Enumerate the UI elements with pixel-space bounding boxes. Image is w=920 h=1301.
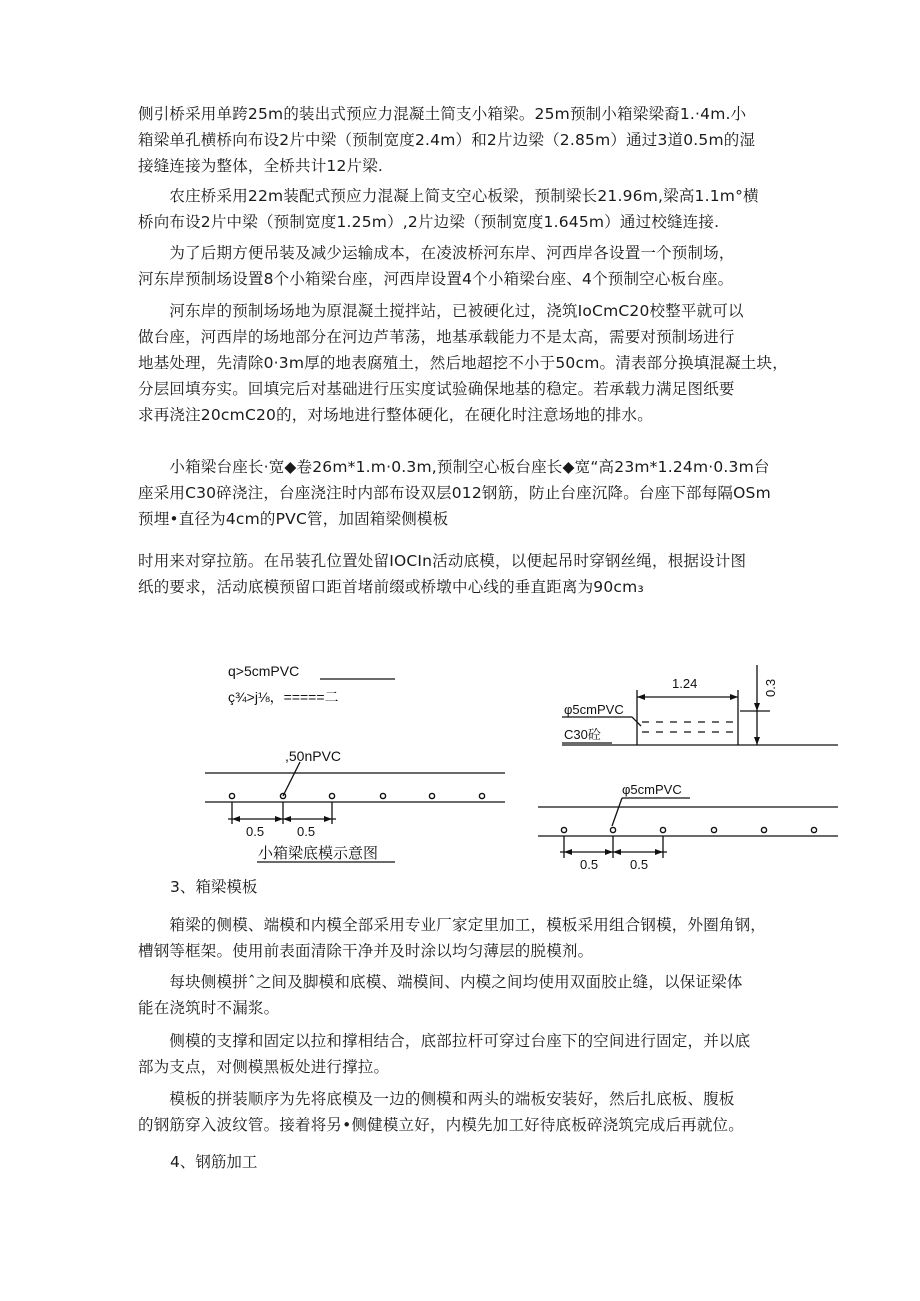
paragraph-prefab-yard [138, 240, 798, 292]
text-line: 箱梁的侧模、端模和内模全部采用专业厂家定里加工，模板采用组合钢模，外圈角钢， [138, 916, 767, 934]
right-pvc-hole [610, 827, 615, 832]
text-line: 地基处理，先清除0·3m厚的地表腐殖土，然后地超挖不小于50cm。清表部分换填混凝土块， [138, 354, 788, 372]
paragraph-support [138, 1028, 798, 1080]
paragraph-pedestal [138, 454, 798, 532]
paragraph-lifting-hole [138, 548, 798, 600]
text-line: 预埋•直径为4cm的PVC管，加固箱梁侧模板 [138, 510, 449, 528]
left-pvc-hole [429, 793, 434, 798]
left-pvc-hole [280, 793, 285, 798]
right-spacing-2: 0.5 [630, 857, 649, 872]
arrow [754, 737, 760, 745]
left-pvc-hole [380, 793, 385, 798]
right-pvc-leader-2 [612, 798, 622, 826]
right-pvc-hole [660, 827, 665, 832]
left-pvc-hole [229, 793, 234, 798]
arrow [754, 703, 760, 711]
left-label-2: ç¾>j⅛，=====二 [228, 689, 339, 705]
arrow [730, 694, 738, 700]
left-pvc-leader [283, 762, 300, 796]
text-line: 为了后期方便吊装及减少运输成本，在凌波桥河东岸、河西岸各设置一个预制场， [138, 244, 735, 262]
text-line: 箱梁单孔横桥向布设2片中梁（预制宽度2.4m）和2片边梁（2.85m）通过3道0.5m的湿 [138, 131, 756, 149]
arrow [613, 849, 621, 855]
section-4-heading: 4、钢筋加工 [170, 1153, 258, 1171]
arrow [655, 849, 663, 855]
arrow [605, 849, 613, 855]
paragraph-side-bridge [138, 101, 798, 179]
left-pvc-hole [329, 793, 334, 798]
text-line: 侧模的支撑和固定以拉和撑相结合，底部拉杆可穿过台座下的空间进行固定，并以底 [138, 1032, 751, 1050]
text-line: 分层回填夯实。回填完后对基础进行压实度试验确保地基的稳定。若承载力满足图纸要 [138, 380, 735, 398]
section-3-heading: 3、箱梁模板 [170, 878, 258, 896]
text-line: 纸的要求，活动底模预留口距首堵前缀或桥墩中心线的垂直距离为90cm₃ [138, 578, 644, 596]
text-line: 农庄桥采用22m装配式预应力混凝上简支空心板梁，预制梁长21.96m,梁高1.1m°横 [138, 187, 759, 205]
paragraph-joint-sealing [138, 969, 798, 1021]
left-pvc-label: ,50nPVC [285, 748, 342, 764]
text-line: 的钢筋穿入波纹管。接着将另•侧健模立好，内模先加工好待底板碎浇筑完成后再就位。 [138, 1116, 744, 1134]
text-line: 河东岸的预制场场地为原混凝土搅拌站，已被硬化过，浇筑IoCmC20校整平就可以 [138, 302, 744, 320]
right-height-label: 0.3 [763, 678, 778, 697]
text-line: 时用来对穿拉筋。在吊装孔位置处留IOCIn活动底模，以便起吊时穿钢丝绳，根据设计图 [138, 552, 747, 570]
right-pvc-hole [811, 827, 816, 832]
arrow [232, 816, 240, 822]
text-line: 每块侧模拼ˆ之间及脚模和底模、端模间、内模之间均使用双面胶止缝，以保证梁体 [138, 973, 743, 991]
paragraph-east-bank-site [138, 298, 798, 428]
text-line: 小箱梁台座长·宽◆卷26m*1.m·0.3m,预制空心板台座长◆宽“高23m*1.24m·0.3m台 [138, 458, 770, 476]
arrow [564, 849, 572, 855]
paragraph-assembly-order [138, 1086, 798, 1138]
right-pvc-hole [761, 827, 766, 832]
right-concrete-label: C30砼 [564, 727, 601, 742]
right-pvc-hole [561, 827, 566, 832]
text-line: 槽钢等框架。使用前表面清除干净并及时涂以均匀薄层的脱模剂。 [138, 942, 594, 960]
text-line: 桥向布设2片中梁（预制宽度1.25m）,2片边梁（预制宽度1.645m）通过校缝连接. [138, 213, 720, 231]
arrow [283, 816, 291, 822]
right-pvc-label: φ5cmPVC [564, 702, 624, 717]
text-line: 能在浇筑时不漏浆。 [138, 999, 280, 1017]
text-line: 模板的拼装顺序为先将底模及一边的侧模和两头的端板安装好，然后扎底板、腹板 [138, 1090, 735, 1108]
text-line: 接缝连接为整体，全桥共计12片梁. [138, 157, 384, 175]
arrow [275, 816, 283, 822]
left-spacing-1: 0.5 [246, 824, 265, 839]
text-line: 求再浇注20cmC20的，对场地进行整体硬化，在硬化时注意场地的排水。 [138, 406, 653, 424]
left-label-1: q>5cmPVC [228, 663, 300, 679]
right-spacing-1: 0.5 [580, 857, 599, 872]
text-line: 侧引桥采用单跨25m的装出式预应力混凝土简支小箱梁。25m预制小箱梁梁裔1.·4m.小 [138, 105, 747, 123]
figure-caption: 小箱梁底模示意图 [258, 845, 379, 862]
arrow [637, 694, 645, 700]
left-spacing-2: 0.5 [297, 824, 316, 839]
arrow [324, 816, 332, 822]
right-pvc-leader [632, 717, 641, 726]
text-line: 部为支点，对侧模黑板处进行撑拉。 [138, 1058, 390, 1076]
text-line: 座采用C30碎浇注，台座浇注时内部布设双层012钢筋，防止台座沉降。台座下部每隔OSm [138, 484, 771, 502]
right-width-label: 1.24 [672, 676, 698, 691]
text-line: 做台座，河西岸的场地部分在河边芦苇荡，地基承载能力不是太高，需要对预制场进行 [138, 328, 735, 346]
right-pvc-label-2: φ5cmPVC [622, 782, 682, 797]
paragraph-farm-bridge [138, 183, 798, 235]
right-pvc-hole [711, 827, 716, 832]
left-pvc-hole [479, 793, 484, 798]
paragraph-formwork-material [138, 912, 798, 964]
text-line: 河东岸预制场设置8个小箱梁台座，河西岸设置4个小箱梁台座、4个预制空心板台座。 [138, 270, 734, 288]
